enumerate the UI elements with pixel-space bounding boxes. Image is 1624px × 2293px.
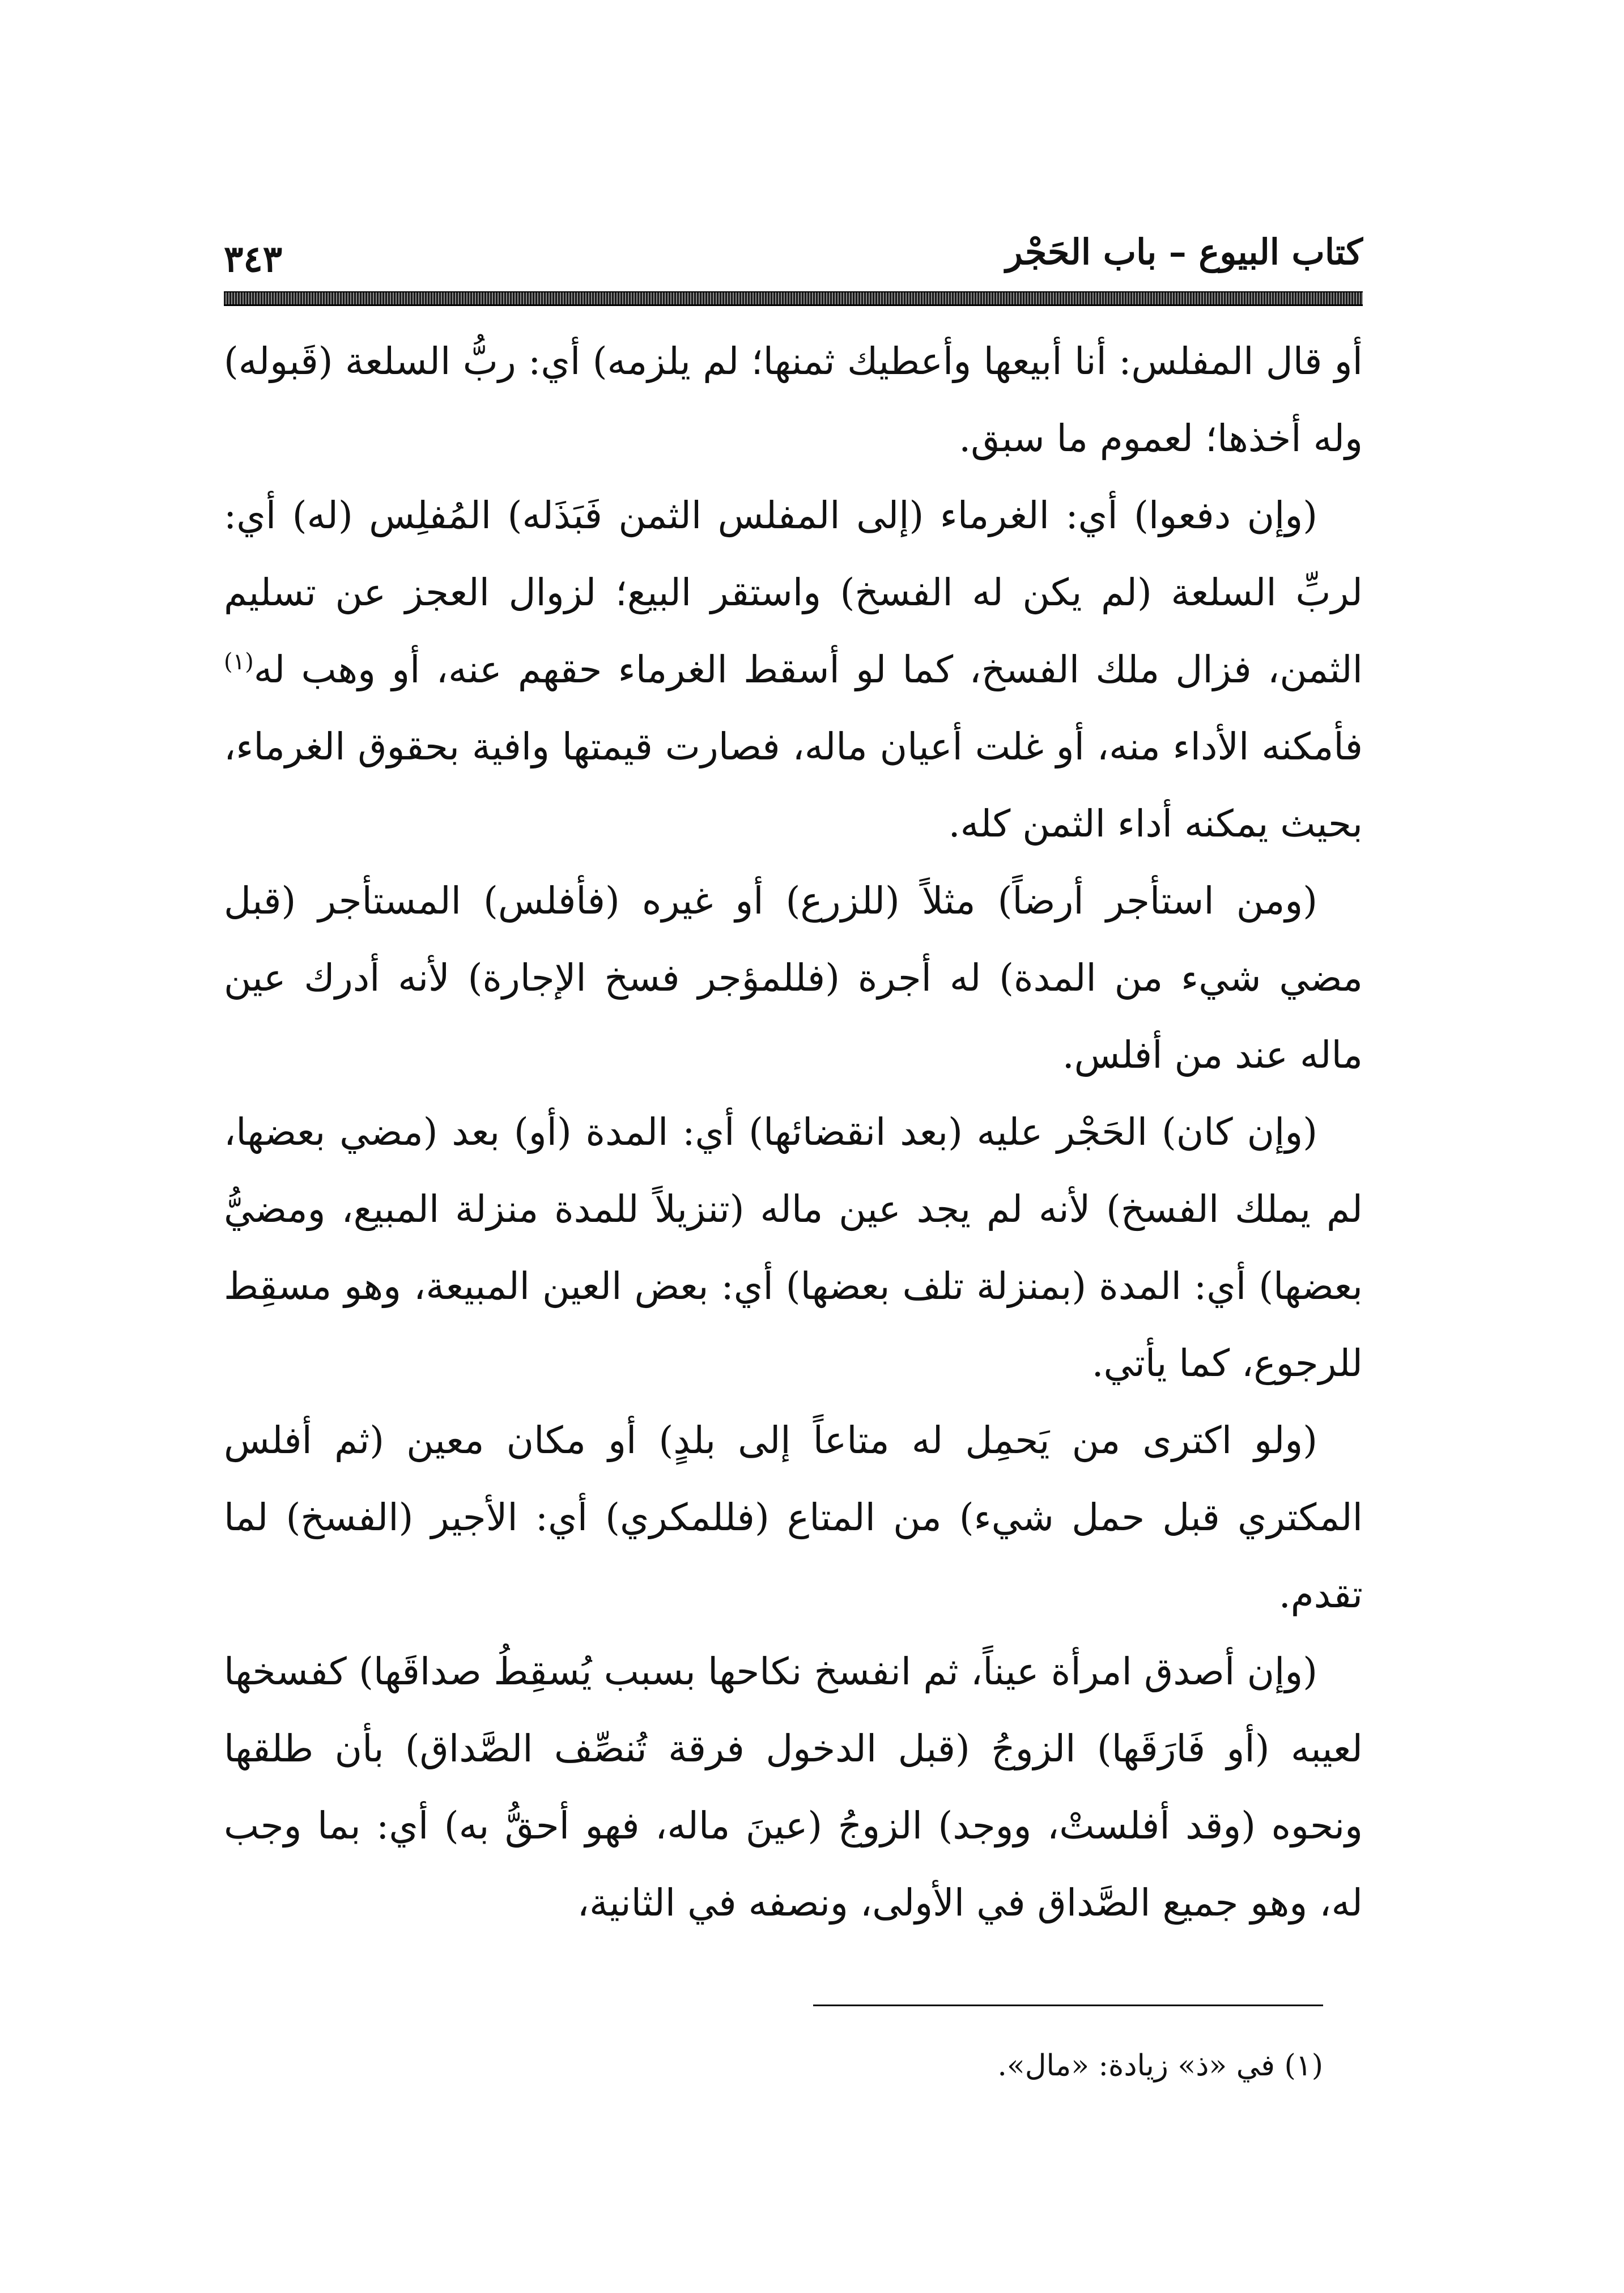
footnote-divider [813, 2005, 1323, 2006]
header-divider [224, 291, 1363, 306]
paragraph [224, 477, 1363, 863]
page-header [224, 227, 1363, 289]
paragraph-text: فأمكنه الأداء منه، أو غلت أعيان ماله، فصارت قيمتها وافية بحقوق الغرماء، بحيث يمكنه أداء الثمن كله. [224, 725, 1363, 846]
paragraph: (ولو اكترى من يَحمِل له متاعاً إلى بلدٍ) أو مكان معين (ثم أفلس المكتري قبل حمل شيء) من المتاع (فللمكري) أي: الأجير (الفسخ) لما تقدم. [224, 1419, 1363, 1616]
paragraph: (ومن استأجر أرضاً) مثلاً (للزرع) أو غيره (فأفلس) المستأجر (قبل مضي شيء من المدة) له أجرة (فللمؤجر فسخ الإجارة) لأنه أدرك عين ماله عند من أفلس. [224, 879, 1363, 1077]
main-text [224, 323, 1363, 1942]
footnote: (١) في «ذ» زيادة: «مال». [997, 2049, 1323, 2083]
paragraph: (وإن أصدق امرأة عيناً، ثم انفسخ نكاحها بسبب يُسقِطُ صداقَها) كفسخها لعيبه (أو فَارَقَها) الزوجُ (قبل الدخول فرقة تُنصِّف الصَّداق) بأن طلقها ونحوه (وقد أفلستْ، ووجد) الزوجُ (عينَ ماله، فهو أحقُّ به) أي: بما وجب له، وهو جميع الصَّداق في الأولى، ونصفه في الثانية، [224, 1650, 1363, 1925]
footnote-reference: (١) [224, 649, 254, 675]
paragraph-text: (وإن دفعوا) أي: الغرماء (إلى المفلس الثمن فَبَذَله) المُفلِس (له) أي: لربِّ السلعة (لم يكن له الفسخ) واستقر البيع؛ لزوال العجز عن تسليم الثمن، فزال ملك الفسخ، كما لو أسقط الغرماء حقهم عنه، أو وهب له [224, 494, 1363, 691]
paragraph: (وإن كان) الحَجْر عليه (بعد انقضائها) أي: المدة (أو) بعد (مضي بعضها، لم يملك الفسخ) لأنه لم يجد عين ماله (تنزيلاً للمدة منزلة المبيع، ومضيُّ بعضها) أي: المدة (بمنزلة تلف بعضها) أي: بعض العين المبيعة، وهو مسقِط للرجوع، كما يأتي. [224, 1110, 1363, 1385]
page-number: ٣٤٣ [224, 238, 283, 281]
running-title: كتاب البيوع – باب الحَجْر [1005, 231, 1363, 273]
paragraph: أو قال المفلس: أنا أبيعها وأعطيك ثمنها؛ لم يلزمه) أي: ربُّ السلعة (قَبوله) وله أخذها؛ لعموم ما سبق. [224, 339, 1363, 460]
